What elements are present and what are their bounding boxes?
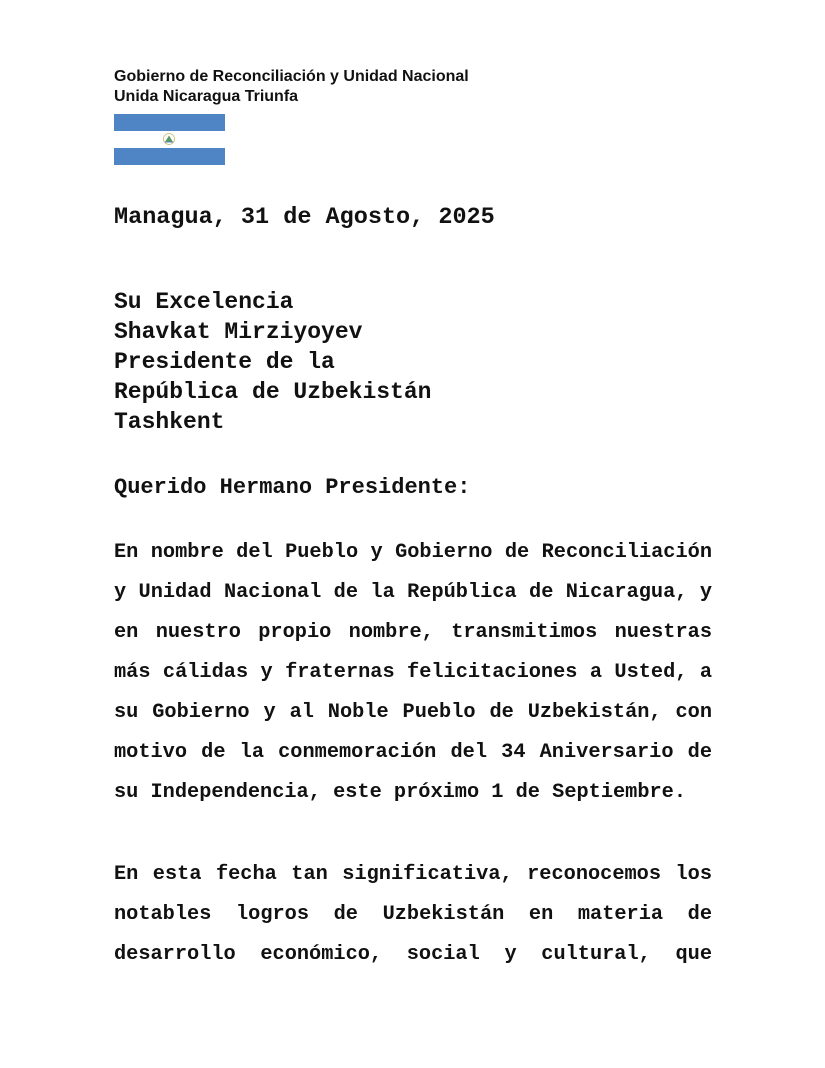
address-line: Tashkent	[114, 409, 225, 435]
salutation: Querido Hermano Presidente:	[114, 475, 471, 500]
letterhead	[114, 67, 469, 107]
address-line: Presidente de la	[114, 349, 335, 375]
body-paragraph: En esta fecha tan significativa, reconocemos los notables logros de Uzbekistán en materia de desarrollo económico, social y cultural, que	[114, 863, 712, 966]
recipient-address	[114, 287, 431, 437]
letterhead-government-name: Gobierno de Reconciliación y Unidad Nacional	[114, 68, 469, 85]
flag-stripe-top	[114, 114, 225, 131]
nicaragua-flag	[114, 114, 225, 165]
body-paragraph: En nombre del Pueblo y Gobierno de Reconciliación y Unidad Nacional de la República de Nicaragua, y en nuestro propio nombre, transmitimos nuestras más cálidas y fraternas felicitaciones a Usted, a su Gobierno y al Noble Pueblo de Uzbekistán, con motivo de la conmemoración del 34 Aniversario de su Independencia, este próximo 1 de Septiembre.	[114, 541, 712, 804]
flag-stripe-bottom	[114, 148, 225, 165]
address-line: Su Excelencia	[114, 289, 294, 315]
letterhead-slogan: Unida Nicaragua Triunfa	[114, 88, 299, 105]
flag-stripe-middle	[114, 131, 225, 148]
letter-date: Managua, 31 de Agosto, 2025	[114, 204, 495, 231]
address-line: República de Uzbekistán	[114, 379, 432, 405]
address-line: Shavkat Mirziyoyev	[114, 319, 363, 345]
coat-of-arms-icon	[162, 133, 176, 145]
